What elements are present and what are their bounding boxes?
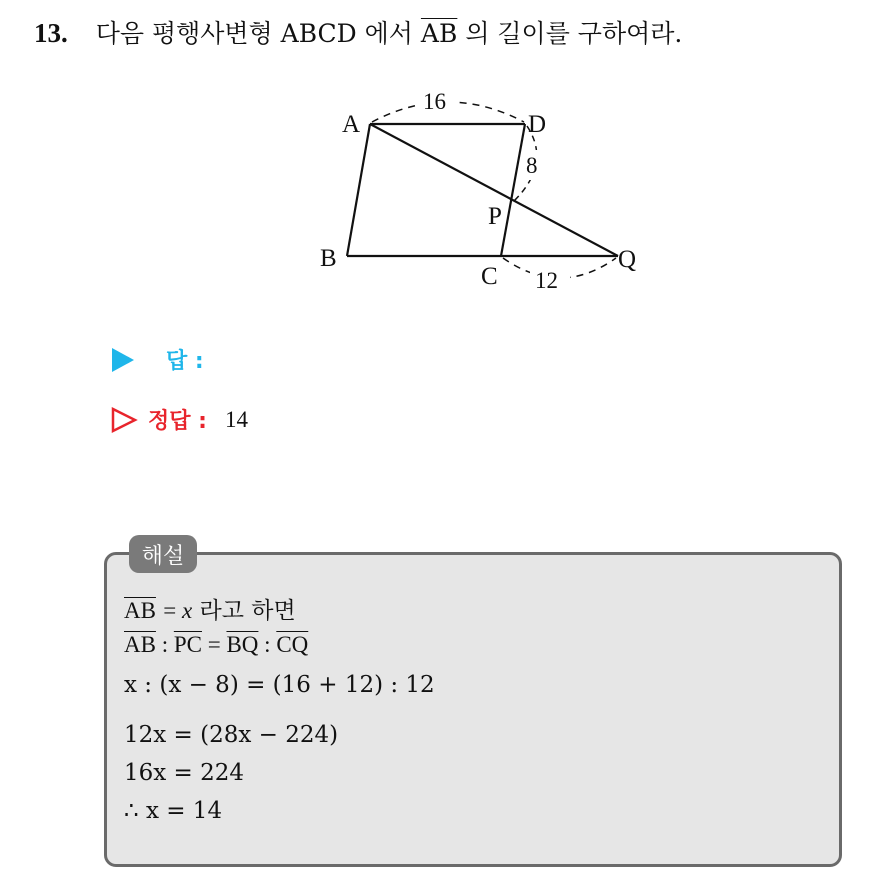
segment-ab: $\overline{AB}$ <box>420 19 458 48</box>
segment-pc: $\overline{PC}$ <box>173 632 202 657</box>
solution-line-2: $\overline{AB}$ : $\overline{PC} = \overline{BQ}$ : $\overline{CQ}$ <box>124 632 309 657</box>
solution-text: 라고 하면 <box>199 598 296 624</box>
question-number: 13. <box>34 18 68 48</box>
correct-answer-value: 14 <box>224 406 248 432</box>
side-dc <box>501 124 525 256</box>
question-header <box>34 14 682 50</box>
length-dp: 8 <box>526 153 538 178</box>
answer-row <box>110 344 204 375</box>
segment-aq <box>370 124 618 256</box>
label-c: C <box>481 263 498 290</box>
answer-label: 답 : <box>166 349 204 374</box>
solution-line-3: x : (x − 8) = (16 + 12) : 12 <box>124 672 435 698</box>
segment-bq: $\overline{BQ}$ <box>226 632 259 657</box>
length-cq: 12 <box>535 268 558 293</box>
segment-cq: $\overline{CQ}$ <box>276 632 309 657</box>
length-ad: 16 <box>423 89 446 114</box>
parallelogram-figure <box>300 84 660 299</box>
solution-line-4: 12x = (28x − 224) <box>124 722 339 748</box>
solution-line-1 <box>124 592 296 625</box>
question-text-after: 의 길이를 구하여라. <box>465 19 683 48</box>
correct-answer-row <box>110 404 248 435</box>
question-text-before: 다음 평행사변형 ABCD 에서 <box>95 19 413 48</box>
correct-answer-label: 정답 : <box>148 409 207 434</box>
segment-ab: $\overline{AB}$ <box>124 598 156 623</box>
label-p: P <box>488 203 502 230</box>
label-d: D <box>528 111 547 138</box>
label-q: Q <box>618 246 637 273</box>
label-a: A <box>342 111 361 138</box>
variable-x: x <box>182 598 193 623</box>
label-b: B <box>320 245 337 272</box>
solution-line-6: ∴ x = 14 <box>124 798 223 824</box>
triangle-filled-icon <box>110 346 136 374</box>
segment-ab: $\overline{AB}$ <box>124 632 156 657</box>
triangle-outline-icon <box>110 406 138 434</box>
equals-sign: = <box>163 598 182 623</box>
side-ab <box>347 124 370 256</box>
figure-svg <box>300 84 660 299</box>
solution-line-5: 16x = 224 <box>124 760 245 786</box>
explanation-tab: 해설 <box>129 535 197 573</box>
